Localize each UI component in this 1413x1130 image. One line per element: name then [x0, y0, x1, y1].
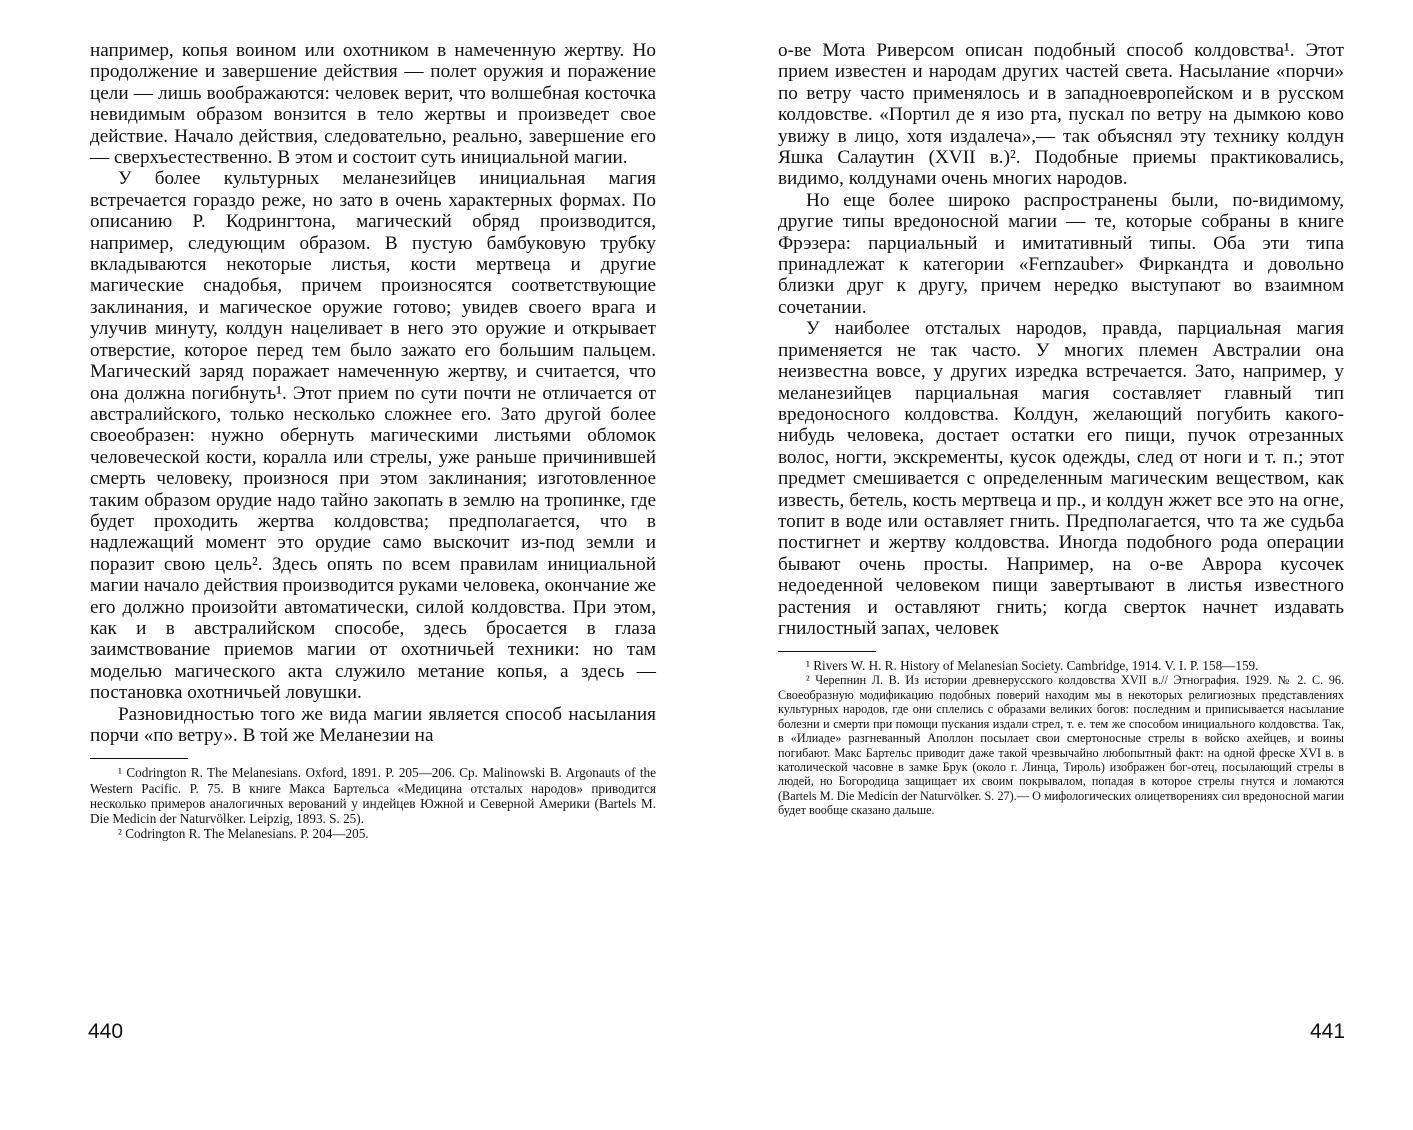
footnote: ² Codrington R. The Melanesians. P. 204—205.: [118, 825, 369, 841]
footnote: ² Черепнин Л. В. Из истории древнерусского колдовства XVII в.// Этнография. 1929. № 2. С. 96. Своеобразную модификацию подобных поверий находим мы в некоторых религиозных представлениях культурных народов, где они сплелись с образами великих богов: последним и приписывается насылание болезни и смерти при помощи пускания издали стрел, т. е. тем же способом инициального колдовства. Так, в «Илиаде» разгневанный Аполлон посылает свои смертоносные стрелы в войско ахейцев, и воины погибают. Макс Бартельс приводит даже такой чрезвычайно любопытный факт: на одной фреске XVI в. в католической часовне в замке Брук (около г. Линца, Тироль) изображен бог-отец, посылающий стрелы в людей, но Богородица защищает их своим покрывалом, попадая в которое стрелы гнутся и ломаются (Bartels M. Die Medicin der Naturvölker. S. 27).— О мифологических олицетворениях сил вредоносной магии будет вообще сказано дальше.: [778, 673, 1344, 818]
left-page: [90, 40, 656, 841]
footnote-separator: [778, 651, 876, 652]
right-page-footnotes: [778, 658, 1344, 817]
paragraph: У более культурных меланезийцев инициальная магия встречается гораздо реже, но зато в очень характерных формах. По описанию Р. Кодрингтона, магический обряд производится, например, следующим образом. В пустую бамбуковую трубку вкладываются некоторые листья, кости мертвеца и другие магические снадобья, причем произносятся соответствующие заклинания, и магическое оружие готово; увидев своего врага и улучив минуту, колдун нацеливает в него это оружие и открывает отверстие, которое перед тем было зажато его большим пальцем. Магический заряд поражает намеченную жертву, и считается, что она должна погибнуть¹. Этот прием по сути почти не отличается от австралийского, только несколько сложнее его. Зато другой более своеобразен: нужно обернуть магическими листьями обломок человеческой кости, коралла или стрелы, уже раньше причинившей смерть человеку, произнося при этом заклинания; изготовленное таким образом орудие надо тайно закопать в землю на тропинке, где будет проходить жертва колдовства; предполагается, что в надлежащий момент это орудие само выскочит из-под земли и поразит свою цель². Здесь опять по всем правилам инициальной магии начало действия производится руками человека, окончание же его должно произойти автоматически, силой колдовства. При этом, как и в австралийском способе, здесь бросается в глаза заимствование приемов магии от охотничьей техники: но там моделью магического акта служило метание копья, а здесь — постановка охотничьей ловушки.: [90, 168, 656, 704]
footnote: ¹ Codrington R. The Melanesians. Oxford, 1891. P. 205—206. Ср. Malinowski B. Argonauts of the Western Pacific. P. 75. В книге Макса Бартельса «Медицина отсталых народов» приводится несколько примеров аналогичных верований у индейцев Южной и Северной Америки (Bartels M. Die Medicin der Naturvölker. Leipzig, 1893. S. 25).: [90, 765, 656, 826]
footnote: ¹ Rivers W. H. R. History of Melanesian Society. Cambridge, 1914. V. I. P. 158—159.: [806, 658, 1259, 674]
paragraph: о-ве Мота Риверсом описан подобный способ колдовства¹. Этот прием известен и народам других частей света. Насылание «порчи» по ветру часто применялось и в западноевропейском и в русском колдовстве. «Портил де я изо рта, пускал по ветру на дымкою ково увижу в лицо, хотя издалеча»,— так объяснял эту технику колдун Яшка Салаутин (XVII в.)². Подобные приемы практиковались, видимо, колдунами очень многих народов.: [778, 40, 1344, 190]
page-number: 440: [88, 1020, 124, 1043]
right-page: [778, 40, 1344, 818]
footnote-separator: [90, 758, 188, 759]
paragraph: Но еще более широко распространены были, по-видимому, другие типы вредоносной магии — те, которые собраны в книге Фрэзера: парциальный и имитативный типы. Оба эти типа принадлежат к категории «Fernzauber» Фиркандта и довольно близки друг к другу, причем нередко выступают во взаимном сочетании.: [778, 189, 1344, 318]
paragraph: У наиболее отсталых народов, правда, парциальная магия применяется не так часто. У многих племен Австралии она неизвестна вовсе, у других изредка встречается. Зато, например, у меланезийцев парциальная магия составляет главный тип вредоносного колдовства. Колдун, желающий погубить какого-нибудь человека, достает остатки его пищи, пучок отрезанных волос, ногти, экскременты, кусок одежды, след от ноги и т. п.; этот предмет смешивается с определенным магическим веществом, как известь, бетель, кость мертвеца и пр., и колдун жжет все это на огне, топит в воде или оставляет гнить. Предполагается, что та же судьба постигнет и жертву колдовства. Иногда подобного рода операции бывают очень просты. Например, на о-ве Аврора кусочек недоеденной человеком пищи завертывают в листья известного растения и оставляют гнить; когда сверток начнет издавать гнилостный запах, человек: [778, 318, 1344, 639]
page-number: 441: [1310, 1020, 1346, 1043]
left-page-body: [90, 40, 656, 746]
right-page-body: [778, 40, 1344, 639]
left-page-footnotes: [90, 765, 656, 840]
paragraph: Разновидностью того же вида магии является способ насылания порчи «по ветру». В той же Меланезии на: [90, 703, 656, 746]
paragraph: например, копья воином или охотником в намеченную жертву. Но продолжение и завершение действия — полет оружия и поражение цели — лишь воображаются: человек верит, что волшебная косточка невидимым образом вонзится в тело жертвы и произведет свое действие. Начало действия, следовательно, реально, завершение его — сверхъестественно. В этом и состоит суть инициальной магии.: [90, 40, 656, 169]
